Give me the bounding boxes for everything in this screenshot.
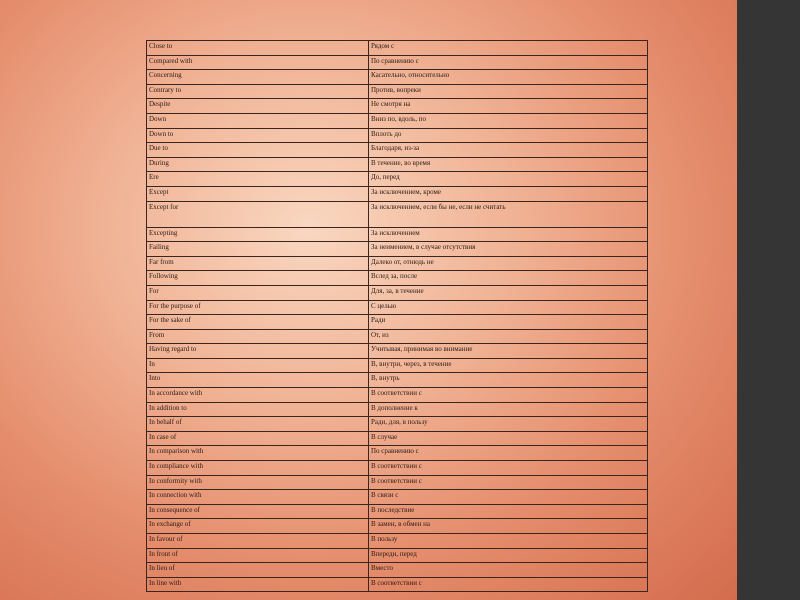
english-cell: Ere <box>147 172 369 187</box>
russian-cell: В течение, во время <box>369 157 648 172</box>
table-row <box>147 41 648 56</box>
table-row <box>147 315 648 330</box>
russian-cell: В соответствии с <box>369 577 648 592</box>
table-row <box>147 358 648 373</box>
russian-cell: Вплоть до <box>369 128 648 143</box>
table-row <box>147 157 648 172</box>
russian-cell: Рядом с <box>369 41 648 56</box>
russian-cell: В последствие <box>369 504 648 519</box>
russian-cell: В, внутрь <box>369 373 648 388</box>
russian-cell: Для, за, в течение <box>369 285 648 300</box>
table-row <box>147 431 648 446</box>
english-cell: Excepting <box>147 227 369 242</box>
table-row <box>147 99 648 114</box>
table-row <box>147 70 648 85</box>
english-cell: Far from <box>147 256 369 271</box>
russian-cell: В соответствии с <box>369 475 648 490</box>
russian-cell: Далеко от, отнюдь не <box>369 256 648 271</box>
russian-cell: В пользу <box>369 534 648 549</box>
table-row <box>147 504 648 519</box>
russian-cell: Вместо <box>369 563 648 578</box>
english-cell: In exchange of <box>147 519 369 534</box>
russian-cell: Ради, для, в пользу <box>369 417 648 432</box>
english-cell: In line with <box>147 577 369 592</box>
table-row <box>147 285 648 300</box>
english-cell: Compared with <box>147 55 369 70</box>
english-cell: Close to <box>147 41 369 56</box>
english-cell: In lieu of <box>147 563 369 578</box>
english-cell: Despite <box>147 99 369 114</box>
english-cell: Failing <box>147 242 369 257</box>
table-row <box>147 388 648 403</box>
russian-cell: Против, вопреки <box>369 84 648 99</box>
russian-cell: Вниз по, вдоль, по <box>369 113 648 128</box>
russian-cell: За исключением <box>369 227 648 242</box>
russian-cell: За неимением, в случае отсутствия <box>369 242 648 257</box>
table-row <box>147 490 648 505</box>
table-row <box>147 143 648 158</box>
english-cell: For the purpose of <box>147 300 369 315</box>
russian-cell: Вслед за, после <box>369 271 648 286</box>
russian-cell: За исключением, если бы не, если не считать <box>369 201 648 227</box>
russian-cell: Не смотря на <box>369 99 648 114</box>
table-row <box>147 402 648 417</box>
english-cell: For <box>147 285 369 300</box>
english-cell: Having regard to <box>147 344 369 359</box>
table-row <box>147 373 648 388</box>
english-cell: In compliance with <box>147 461 369 476</box>
english-cell: In case of <box>147 431 369 446</box>
english-cell: Concerning <box>147 70 369 85</box>
table-row <box>147 271 648 286</box>
english-cell: During <box>147 157 369 172</box>
english-cell: Down to <box>147 128 369 143</box>
russian-cell: От, из <box>369 329 648 344</box>
english-cell: For the sake of <box>147 315 369 330</box>
table-row <box>147 113 648 128</box>
english-cell: Except <box>147 186 369 201</box>
english-cell: Due to <box>147 143 369 158</box>
russian-cell: С целью <box>369 300 648 315</box>
english-cell: Following <box>147 271 369 286</box>
russian-cell: За исключением, кроме <box>369 186 648 201</box>
table-row <box>147 84 648 99</box>
russian-cell: В, внутри, через, в течение <box>369 358 648 373</box>
english-cell: In favour of <box>147 534 369 549</box>
table-row <box>147 534 648 549</box>
table-row <box>147 344 648 359</box>
russian-cell: По сравнению с <box>369 446 648 461</box>
preposition-table <box>146 40 648 592</box>
russian-cell: Учитывая, принимая во внимание <box>369 344 648 359</box>
english-cell: In addition to <box>147 402 369 417</box>
table-row <box>147 577 648 592</box>
english-cell: In conformity with <box>147 475 369 490</box>
russian-cell: Касательно, относительно <box>369 70 648 85</box>
russian-cell: В случае <box>369 431 648 446</box>
russian-cell: Ради <box>369 315 648 330</box>
table-row <box>147 563 648 578</box>
russian-cell: В соответствии с <box>369 388 648 403</box>
english-cell: In behalf of <box>147 417 369 432</box>
table-row <box>147 548 648 563</box>
table-row <box>147 128 648 143</box>
english-cell: Down <box>147 113 369 128</box>
table-row <box>147 446 648 461</box>
table-row <box>147 242 648 257</box>
table-row <box>147 201 648 227</box>
english-cell: Except for <box>147 201 369 227</box>
russian-cell: В соответствии с <box>369 461 648 476</box>
english-cell: In consequence of <box>147 504 369 519</box>
table-row <box>147 329 648 344</box>
english-cell: In accordance with <box>147 388 369 403</box>
table-row <box>147 256 648 271</box>
english-cell: Contrary to <box>147 84 369 99</box>
russian-cell: Благодаря, из-за <box>369 143 648 158</box>
table-row <box>147 172 648 187</box>
table-body <box>147 41 648 592</box>
english-cell: In connection with <box>147 490 369 505</box>
english-cell: In <box>147 358 369 373</box>
table-row <box>147 475 648 490</box>
english-cell: In front of <box>147 548 369 563</box>
table-row <box>147 300 648 315</box>
russian-cell: По сравнению с <box>369 55 648 70</box>
russian-cell: Впереди, перед <box>369 548 648 563</box>
russian-cell: В связи с <box>369 490 648 505</box>
table-row <box>147 55 648 70</box>
table-row <box>147 227 648 242</box>
table-row <box>147 461 648 476</box>
russian-cell: В замен, в обмен на <box>369 519 648 534</box>
english-cell: Into <box>147 373 369 388</box>
table-row <box>147 519 648 534</box>
table-row <box>147 186 648 201</box>
dark-side-panel <box>737 0 800 600</box>
russian-cell: До, перед <box>369 172 648 187</box>
english-cell: From <box>147 329 369 344</box>
russian-cell: В дополнение к <box>369 402 648 417</box>
english-cell: In comparison with <box>147 446 369 461</box>
table-row <box>147 417 648 432</box>
